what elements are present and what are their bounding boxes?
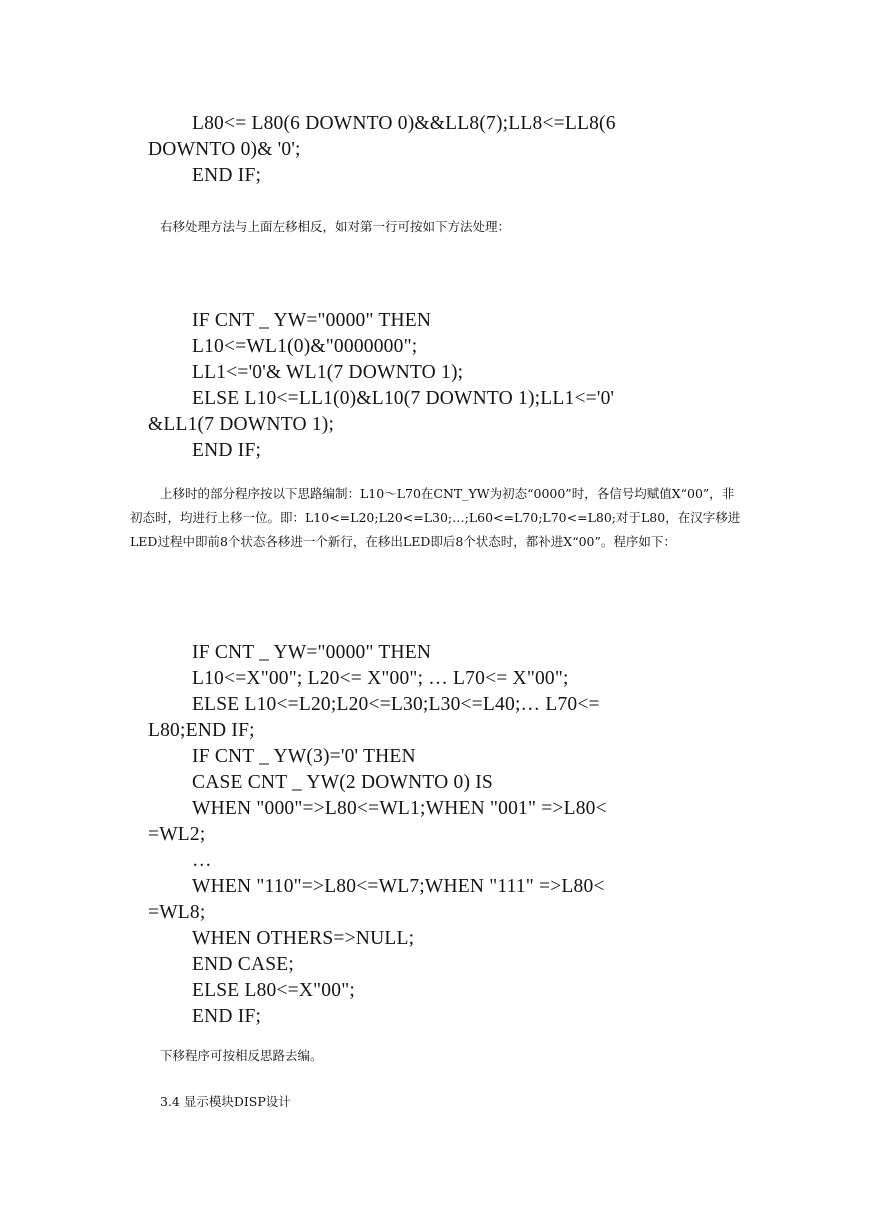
code-block-right-shift: [148, 308, 614, 464]
code-line: DOWNTO 0)& '0';: [148, 139, 301, 160]
code-line: L10<=X"00"; L20<= X"00"; … L70<= X"00";: [192, 668, 569, 689]
code-line: END IF;: [192, 1006, 262, 1027]
code-line: &LL1(7 DOWNTO 1);: [148, 414, 335, 435]
code-line: WHEN OTHERS=>NULL;: [192, 928, 415, 949]
code-block-shift-left-end: [148, 111, 616, 189]
code-line: END IF;: [192, 165, 262, 186]
code-line: L80<= L80(6 DOWNTO 0)&&LL8(7);LL8<=LL8(6: [192, 113, 616, 134]
code-line: ELSE L10<=LL1(0)&L10(7 DOWNTO 1);LL1<='0': [192, 388, 615, 409]
code-line: L10<=WL1(0)&"0000000";: [192, 336, 418, 357]
code-line: ELSE L80<=X"00";: [192, 980, 355, 1001]
paragraph-up-shift-explanation: [130, 482, 742, 554]
code-line: …: [192, 850, 212, 871]
paragraph-right-shift-intro: [130, 215, 742, 239]
code-line: IF CNT _ YW="0000" THEN: [192, 310, 432, 331]
code-line: =WL2;: [148, 824, 206, 845]
code-line: LL1<='0'& WL1(7 DOWNTO 1);: [192, 362, 464, 383]
code-line: ELSE L10<=L20;L20<=L30;L30<=L40;… L70<=: [192, 694, 600, 715]
code-line: L80;END IF;: [148, 720, 255, 741]
code-line: IF CNT _ YW(3)='0' THEN: [192, 746, 416, 767]
code-line: WHEN "110"=>L80<=WL7;WHEN "111" =>L80<: [192, 876, 605, 897]
paragraph-text: 上移时的部分程序按以下思路编制：L10～L70在CNT_YW为初态“0000”时，各信号均赋值X“00”，非初态时，均进行上移一位。即：L10<=L20;L20<=L30;…;L60<=L70;L70<=L80;对于L80，在汉字移进LED过程中即前8个状态各移进一个新行，在移出LED即后8个状态时，都补进X“00”。程序如下：: [130, 486, 741, 549]
code-line: END IF;: [192, 440, 262, 461]
paragraph-text: 右移处理方法与上面左移相反，如对第一行可按如下方法处理：: [160, 219, 511, 234]
code-line: END CASE;: [192, 954, 295, 975]
code-block-up-shift: [148, 640, 607, 1030]
paragraph-down-shift-note: [130, 1044, 742, 1068]
code-line: WHEN "000"=>L80<=WL1;WHEN "001" =>L80<: [192, 798, 607, 819]
section-heading-disp-module: 3.4 显示模块DISP设计: [160, 1094, 291, 1109]
code-line: =WL8;: [148, 902, 206, 923]
code-line: CASE CNT _ YW(2 DOWNTO 0) IS: [192, 772, 493, 793]
code-line: IF CNT _ YW="0000" THEN: [192, 642, 432, 663]
paragraph-text: 下移程序可按相反思路去编。: [160, 1048, 323, 1063]
